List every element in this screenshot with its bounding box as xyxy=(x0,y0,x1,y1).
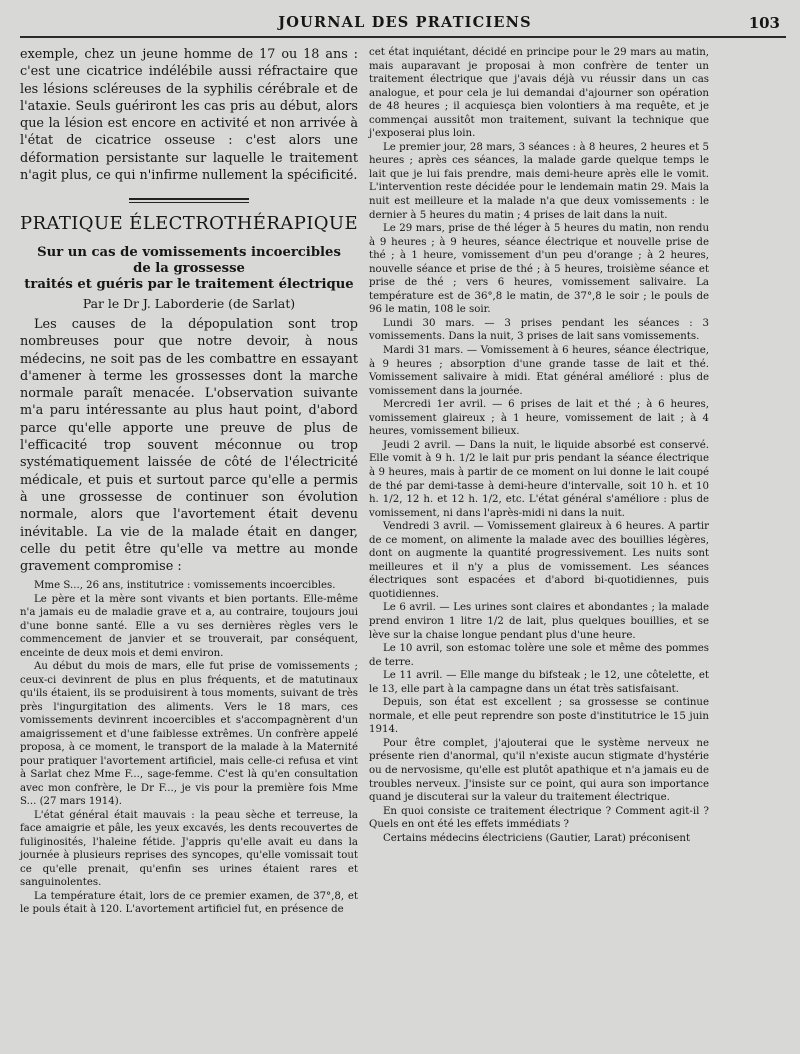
section-title: PRATIQUE ÉLECTROTHÉRAPIQUE xyxy=(20,213,358,235)
observation-paragraph: Le 11 avril. — Elle mange du bifsteak ; le 12, une côtelette, et le 13, elle part à la campagne dans un état très satisfaisant. xyxy=(369,670,709,695)
observation-paragraph: Le 29 mars, prise de thé léger à 5 heures du matin, non rendu à 9 heures ; à 9 heures, séance électrique et nouvelle prise de thé ; à 1 heure, vomissement d'un peu d'orange ; à 2 heures, nouvelle séance et prise de thé ; à 5 heures, troisième séance et prise de thé ; vers 6 heures, vomissement salivaire. La température est de 36°,8 le matin, de 37°,8 le soir ; le pouls de 96 le matin, 108 le soir. xyxy=(369,223,709,316)
observation-paragraph: Mercredi 1er avril. — 6 prises de lait et thé ; à 6 heures, vomissement glaireux ; à 1 heure, vomissement de lait ; à 4 heures, vomissement bilieux. xyxy=(369,399,709,438)
observation-paragraph: La température était, lors de ce premier examen, de 37°,8, et le pouls était à 120. L'avortement artificiel fut, en présence de xyxy=(20,890,358,916)
observation-paragraph: Mardi 31 mars. — Vomissement à 6 heures, séance électrique, à 9 heures ; absorption d'une grande tasse de lait et thé. Vomissement salivaire à midi. Etat général amélioré : plus de vomissement dans la journée. xyxy=(369,345,709,397)
observation-paragraph: Jeudi 2 avril. — Dans la nuit, le liquide absorbé est conservé. Elle vomit à 9 h. 1/2 le lait pur pris pendant la séance électrique à 9 heures, mais à partir de ce moment on lui donne le lait coupé de thé par demi-tasse à demi-heure d'intervalle, soit 10 h. et 10 h. 1/2, 12 h. et 12 h. 1/2, etc. L'état général s'améliore : plus de vomissement, ni dans l'après-midi ni dans la nuit. xyxy=(369,439,709,519)
page-header xyxy=(20,8,790,38)
intro-paragraph: exemple, chez un jeune homme de 17 ou 18 ans : c'est une cicatrice indélébile aussi réfractaire que les lésions scléreuses de la syphilis cérébrale et de l'ataxie. Seuls guériront les cas pris au début, alors que la lésion est encore en activité et non arrivée à l'état de cicatrice osseuse : c'est alors une déformation persistante sur laquelle le traitement n'agit plus, ce qui n'infirme nullement la spécificité. xyxy=(20,47,358,184)
running-title: JOURNAL DES PRATICIENS xyxy=(278,14,532,31)
article-title-line-2: de la grossesse xyxy=(133,260,245,276)
observation-paragraph: cet état inquiétant, décidé en principe pour le 29 mars au matin, mais auparavant je proposai à mon confrère de tenter un traitement électrique que j'avais déjà vu réussir dans un cas analogue, et pour cela je lui demandai d'ajourner son opération de 48 heures ; il acquiesça bien volontiers à ma requête, et je commençai aussitôt mon traitement, suivant la technique que j'exposerai plus loin. xyxy=(369,47,709,140)
observation-paragraph: Certains médecins électriciens (Gautier, Larat) préconisent xyxy=(383,832,691,844)
observation-paragraph: L'état général était mauvais : la peau sèche et terreuse, la face amaigrie et pâle, les yeux excavés, les dents recouvertes de fuliginosités, l'haleine fétide. J'appris qu'elle avait eu dans la journée à plusieurs reprises des syncopes, qu'elle vomissait tout ce qu'elle prenait, qu'enfin ses urines étaient rares et sanguinolentes. xyxy=(20,809,358,889)
observation-paragraph: Le premier jour, 28 mars, 3 séances : à 8 heures, 2 heures et 5 heures ; après ces séances, la malade garde quelque temps le lait que je lui fais prendre, mais demi-heure après elle le vomit. L'intervention reste décidée pour le lendemain matin 29. Mais la nuit est meilleure et la malade n'a que deux vomissements : le dernier à 5 heures du matin ; 4 prises de lait dans la nuit. xyxy=(369,141,709,221)
observation-paragraph: Le 10 avril, son estomac tolère une sole et même des pommes de terre. xyxy=(369,643,709,668)
observation-paragraph: En quoi consiste ce traitement électrique ? Comment agit-il ? Quels en ont été les effets immédiats ? xyxy=(369,805,709,831)
page-number: 103 xyxy=(748,14,780,32)
observation-header: Mme S..., 26 ans, institutrice : vomissements incoercibles. xyxy=(34,580,336,592)
article-title-line-3: traités et guéris par le traitement électrique xyxy=(24,276,354,292)
observation-paragraph: Lundi 30 mars. — 3 prises pendant les séances : 3 vomissements. Dans la nuit, 3 prises de lait sans vomissements. xyxy=(369,317,709,343)
left-column xyxy=(20,46,358,917)
article-title-line-1: Sur un cas de vomissements incoercibles xyxy=(37,244,341,260)
body-paragraph: Les causes de la dépopulation sont trop nombreuses pour que notre devoir, à nous médecins, ne soit pas de les combattre en essayant d'amener à terme les grossesses dont la marche normale paraît menacée. L'observation suivante m'a paru intéressante au plus haut point, d'abord parce qu'elle apporte une preuve de plus de l'efficacité trop souvent méconnue ou trop systématiquement laissée de côté de l'électricité médicale, et puis et surtout parce qu'elle a permis à une grossesse de continuer son évolution normale, alors que l'avortement était devenu inévitable. La vie de la malade était en danger, celle du petit être qu'elle va mettre au monde gravement compromise : xyxy=(20,316,358,575)
observation-paragraph: Vendredi 3 avril. — Vomissement glaireux à 6 heures. A partir de ce moment, on alimente la malade avec des bouillies légères, dont on augmente la quantité progressivement. Les nuits sont meilleures et il n'y a plus de vomissement. Les séances électriques sont espacées et d'abord bi-quotidiennes, puis quotidiennes. xyxy=(369,521,709,600)
observation-paragraph: Depuis, son état est excellent ; sa grossesse se continue normale, et elle peut reprendre son poste d'institutrice le 15 juin 1914. xyxy=(369,697,709,736)
observation-paragraph: Le 6 avril. — Les urines sont claires et abondantes ; la malade prend environ 1 litre 1/2 de lait, plus quelques bouillies, et se lève sur la chaise longue pendant plus d'une heure. xyxy=(369,602,709,641)
observation-paragraph: Le père et la mère sont vivants et bien portants. Elle-même n'a jamais eu de maladie grave et a, au contraire, toujours joui d'une bonne santé. Elle a vu ses dernières règles vers le commencement de janvier et se trouverait, par conséquent, enceinte de deux mois et demi environ. xyxy=(20,593,358,659)
byline: Par le Dr J. Laborderie (de Sarlat) xyxy=(82,295,296,311)
header-rule xyxy=(20,36,786,38)
right-column xyxy=(369,46,709,845)
observation-paragraph: Pour être complet, j'ajouterai que le système nerveux ne présente rien d'anormal, qu'il n'existe aucun stigmate d'hystérie ou de nervosisme, qu'elle est plutôt apathique et n'a jamais eu de troubles nerveux. J'insiste sur ce point, qui aura son importance quand je discuterai sur la valeur du traitement électrique. xyxy=(369,737,709,804)
observation-paragraph: Au début du mois de mars, elle fut prise de vomissements ; ceux-ci devinrent de plus en plus fréquents, et de matutinaux qu'ils étaient, ils se produisirent à tous moments, suivant de très près l'ingurgitation des aliments. Vers le 18 mars, ces vomissements devinrent incoercibles et s'accompagnèrent d'un amaigrissement et d'une faiblesse extrêmes. Un confrère appelé proposa, à ce moment, le transport de la malade à la Maternité pour pratiquer l'avortement artificiel, mais celle-ci refusa et vint à Sarlat chez Mme F..., sage-femme. C'est là qu'en consultation avec mon confrère, le Dr F..., je vis pour la première fois Mme S... (27 mars 1914). xyxy=(20,661,358,808)
section-divider xyxy=(129,198,249,203)
